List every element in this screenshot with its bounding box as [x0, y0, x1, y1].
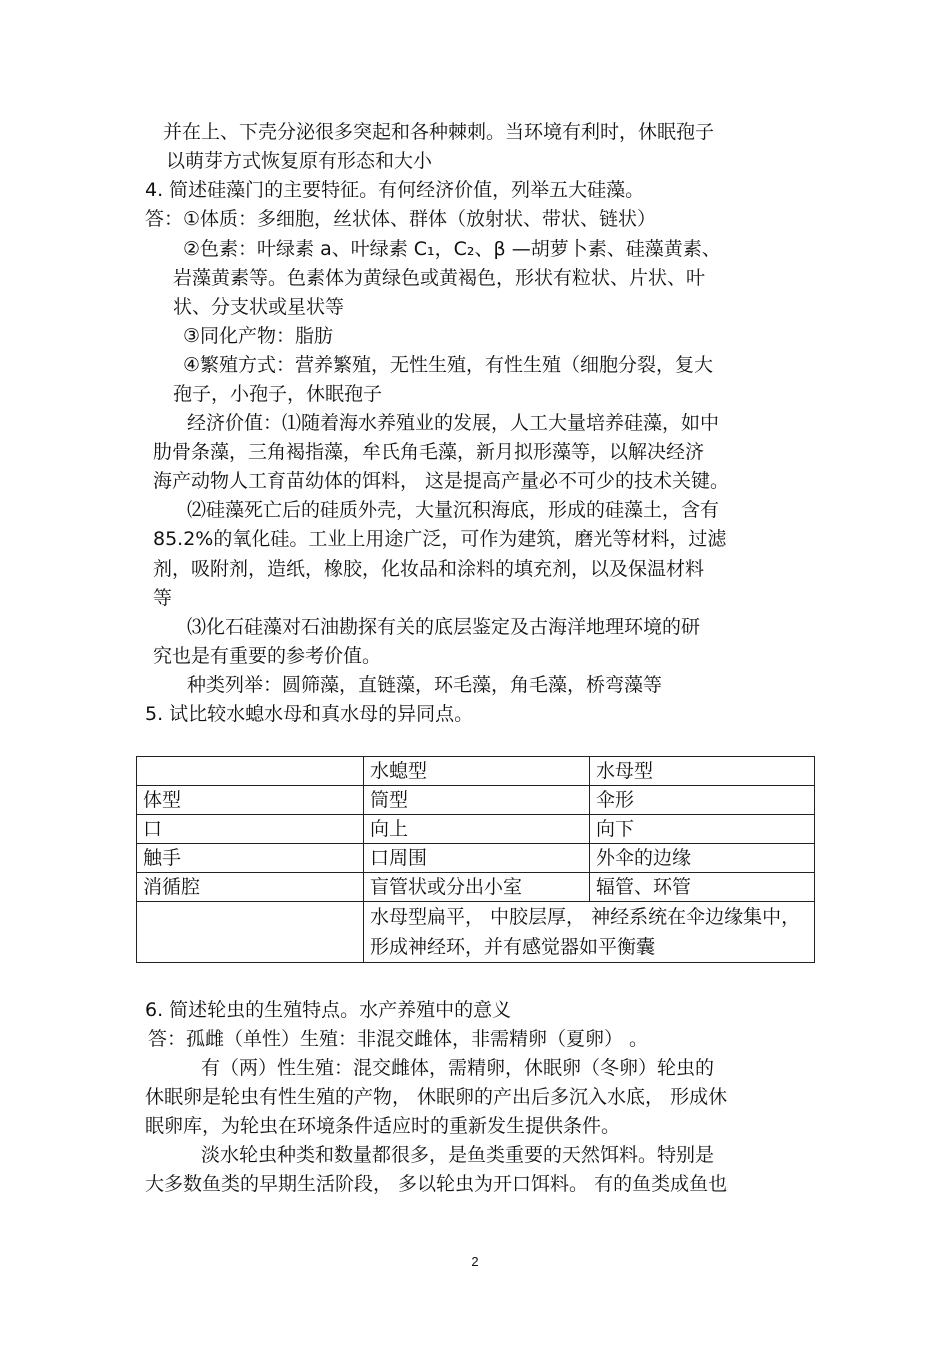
- text-line: 岩藻黄素等。色素体为黄绿色或黄褐色，形状有粒状、片状、叶: [173, 267, 706, 289]
- text-line: 状、分支状或星状等: [173, 296, 345, 318]
- table-row: [137, 873, 815, 902]
- text-line: 有（两）性生殖：混交雌体，需精卵，休眠卵（冬卵）轮虫的: [201, 1057, 715, 1079]
- text-line: 淡水轮虫种类和数量都很多，是鱼类重要的天然饵料。特别是: [201, 1144, 715, 1166]
- question-5: 5. 试比较水螅水母和真水母的异同点。: [145, 703, 474, 725]
- table-cell: 触手: [137, 844, 364, 873]
- text-line: ③同化产物：脂肪: [183, 325, 334, 347]
- table-header-row: [137, 757, 815, 786]
- text-line: ④繁殖方式：营养繁殖，无性生殖，有性生殖（细胞分裂，复大: [183, 354, 714, 376]
- text-line: 究也是有重要的参考价值。: [153, 645, 382, 667]
- table-cell: 向上: [364, 815, 590, 844]
- table-cell: 盲管状或分出小室: [364, 873, 590, 902]
- text-line: ⑵硅藻死亡后的硅质外壳，大量沉积海底，形成的硅藻土，含有: [187, 499, 720, 521]
- text-line: 大多数鱼类的早期生活阶段， 多以轮虫为开口饵料。 有的鱼类成鱼也: [145, 1173, 728, 1195]
- text-line: 孢子，小孢子，休眠孢子: [173, 383, 383, 405]
- text-line: 并在上、下壳分泌很多突起和各种棘刺。当环境有利时，休眠孢子: [163, 121, 715, 143]
- table-cell: 筒型: [364, 786, 590, 815]
- text-line: 答：孤雌（单性）生殖：非混交雌体，非需精卵（夏卵） 。: [148, 1028, 649, 1050]
- table-cell: [137, 902, 364, 963]
- table-cell: 口: [137, 815, 364, 844]
- text-line: 等: [153, 587, 173, 609]
- question-4: 4. 简述硅藻门的主要特征。有何经济价值，列举五大硅藻。: [145, 179, 645, 201]
- text-line: 答：①体质：多细胞，丝状体、群体（放射状、带状、链状）: [145, 208, 657, 230]
- table-cell-merged: 水母型扁平， 中胶层厚， 神经系统在伞边缘集中，形成神经环，并有感觉器如平衡囊: [364, 902, 815, 963]
- text-line: ⑶化石硅藻对石油勘探有关的底层鉴定及古海洋地理环境的研: [187, 616, 701, 638]
- table-cell: 外伞的边缘: [590, 844, 815, 873]
- table-row: [137, 815, 815, 844]
- text-line: 海产动物人工育苗幼体的饵料， 这是提高产量必不可少的技术关键。: [153, 470, 730, 492]
- table-header-cell: 水螅型: [364, 757, 590, 786]
- table-header-cell: 水母型: [590, 757, 815, 786]
- page-number: 2: [471, 1254, 479, 1269]
- text-line: 剂，吸附剂，造纸，橡胶，化妆品和涂料的填充剂，以及保温材料: [153, 558, 705, 580]
- table-row: [137, 902, 815, 963]
- text-line: 以萌芽方式恢复原有形态和大小: [166, 150, 433, 172]
- table-row: [137, 786, 815, 815]
- text-line: 经济价值：⑴随着海水养殖业的发展，人工大量培养硅藻，如中: [187, 412, 720, 434]
- comparison-table: [136, 756, 815, 963]
- table-row: [137, 844, 815, 873]
- text-line: 眠卵库，为轮虫在环境条件适应时的重新发生提供条件。: [145, 1115, 621, 1137]
- table-cell: 向下: [590, 815, 815, 844]
- text-line: 85.2%的氧化硅。工业上用途广泛，可作为建筑，磨光等材料，过滤: [153, 528, 727, 550]
- table-cell: 体型: [137, 786, 364, 815]
- text-line: 肋骨条藻，三角褐指藻，牟氏角毛藻，新月拟形藻等，以解决经济: [153, 441, 705, 463]
- text-line: ②色素：叶绿素 a、叶绿素 C₁，C₂、β —胡萝卜素、硅藻黄素、: [183, 238, 721, 260]
- table-cell: 口周围: [364, 844, 590, 873]
- table-header-cell: [137, 757, 364, 786]
- question-6: 6. 简述轮虫的生殖特点。水产养殖中的意义: [145, 999, 512, 1021]
- text-line: 种类列举：圆筛藻，直链藻，环毛藻，角毛藻，桥弯藻等: [187, 674, 663, 696]
- table-cell: 辐管、环管: [590, 873, 815, 902]
- table-cell: 伞形: [590, 786, 815, 815]
- table-cell: 消循腔: [137, 873, 364, 902]
- text-line: 休眠卵是轮虫有性生殖的产物， 休眠卵的产出后多沉入水底， 形成休: [145, 1086, 728, 1108]
